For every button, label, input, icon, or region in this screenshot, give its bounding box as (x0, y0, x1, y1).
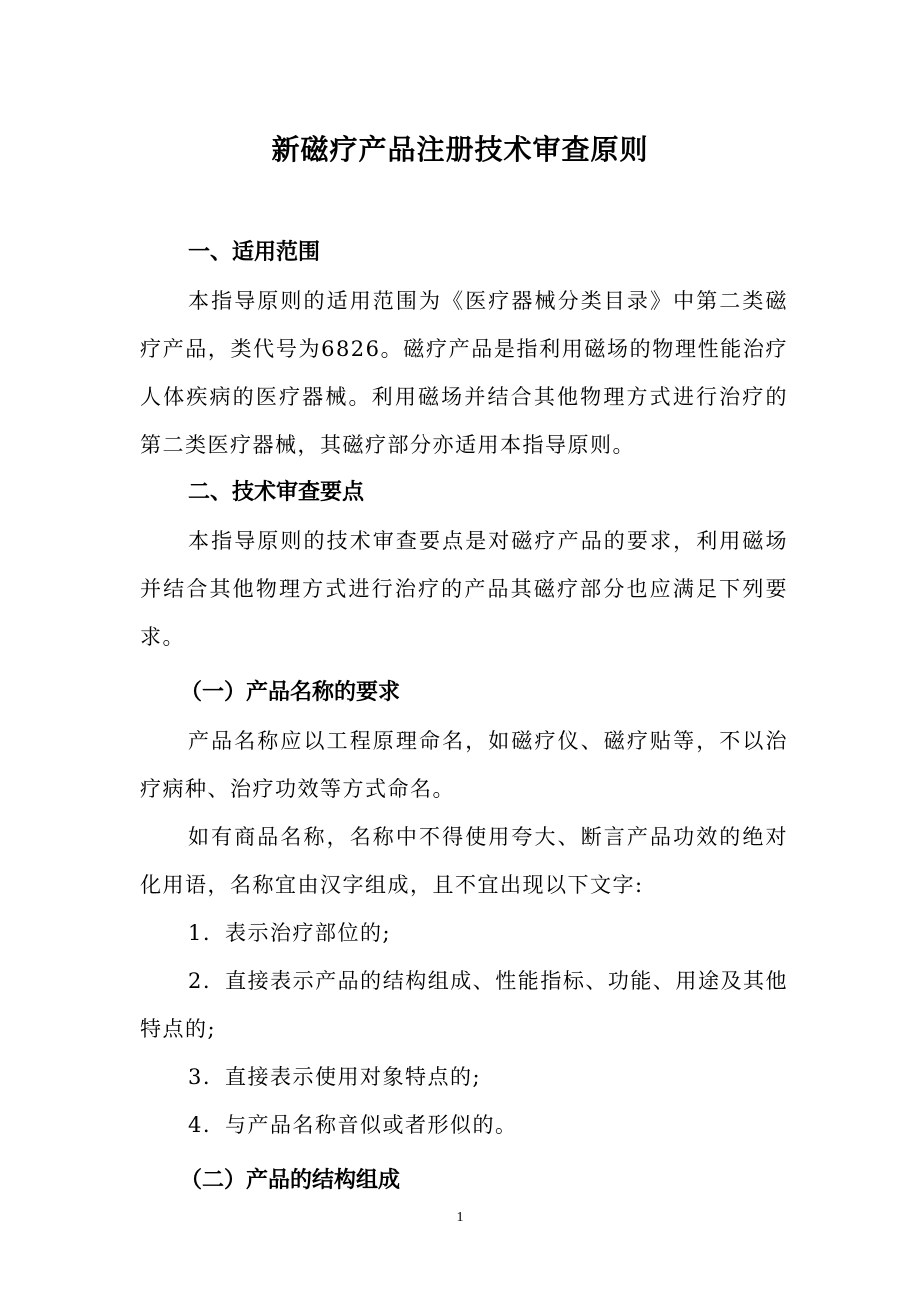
list-item (140, 957, 788, 1053)
list-item-number: 4. (188, 1113, 212, 1137)
document-title: 新磁疗产品注册技术审查原则 (271, 133, 649, 166)
list-item-text: 与产品名称音似或者形似的。 (225, 1113, 518, 1137)
list-item-text: 直接表示使用对象特点的; (225, 1065, 482, 1089)
page-number: 1 (456, 1210, 464, 1225)
list-item-text: 表示治疗部位的; (225, 921, 392, 945)
scope-paragraph: 本指导原则的适用范围为《医疗器械分类目录》中第二类磁疗产品，类代号为6826。磁疗产品是指利用磁场的物理性能治疗人体疾病的医疗器械。利用磁场并结合其他物理方式进行治疗的第二类医疗器械，其磁疗部分亦适用本指导原则。 (140, 289, 788, 457)
list-item (140, 909, 788, 957)
section-heading-scope: 一、适用范围 (188, 240, 321, 265)
list-item-number: 2. (188, 969, 212, 993)
naming-paragraph-1: 产品名称应以工程原理命名，如磁疗仪、磁疗贴等，不以治疗病种、治疗功效等方式命名。 (140, 729, 788, 801)
naming-paragraph-2: 如有商品名称，名称中不得使用夸大、断言产品功效的绝对化用语，名称宜由汉字组成，且不宜出现以下文字: (140, 825, 788, 897)
document-body (140, 229, 788, 1205)
subsection-heading-structure: （二）产品的结构组成 (180, 1168, 401, 1193)
list-item-number: 3. (188, 1065, 212, 1089)
subsection-heading-naming: （一）产品名称的要求 (180, 680, 401, 705)
list-item (140, 1053, 788, 1101)
technical-paragraph: 本指导原则的技术审查要点是对磁疗产品的要求，利用磁场并结合其他物理方式进行治疗的产品其磁疗部分也应满足下列要求。 (140, 529, 788, 649)
list-item-text: 直接表示产品的结构组成、性能指标、功能、用途及其他特点的; (140, 969, 788, 1041)
list-item-number: 1. (188, 921, 212, 945)
list-item (140, 1101, 788, 1149)
section-heading-technical: 二、技术审查要点 (188, 480, 365, 505)
